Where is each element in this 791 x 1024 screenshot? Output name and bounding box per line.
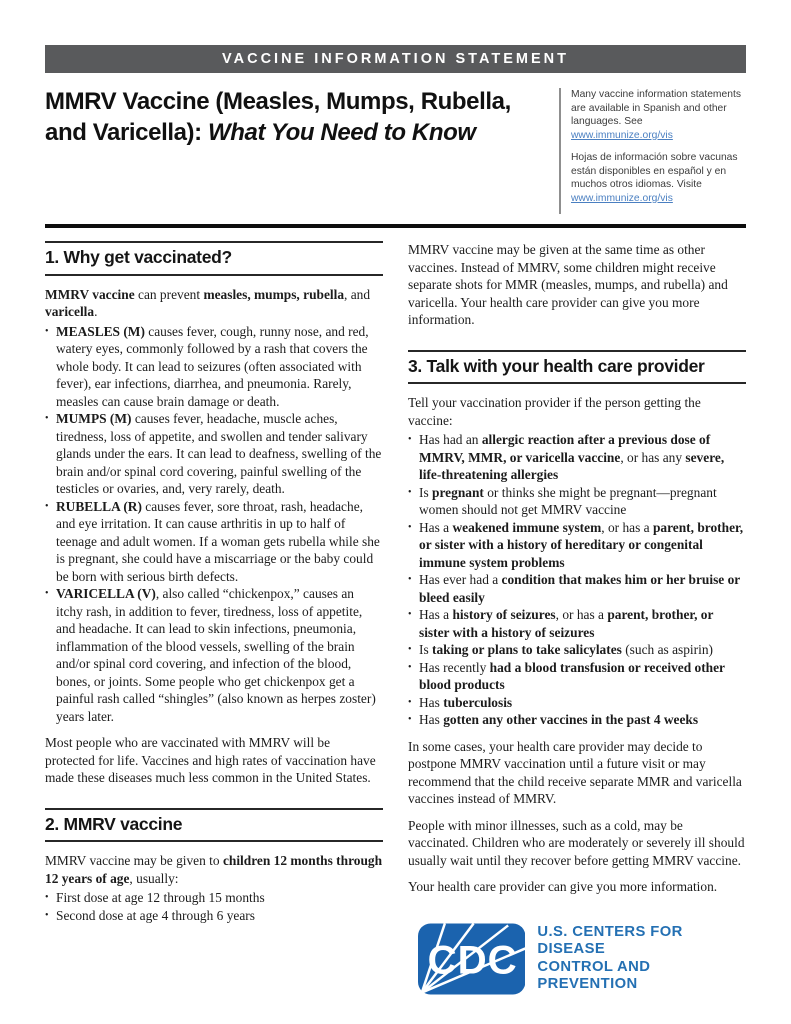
masthead bbox=[45, 86, 746, 214]
provider-intro: Tell your vaccination provider if the person getting the vaccine: bbox=[408, 395, 701, 428]
why-intro: MMRV vaccine can prevent measles, mumps, rubella, and varicella. bbox=[45, 286, 371, 319]
vis-banner bbox=[45, 45, 746, 73]
list-item-salicylates: • Is taking or plans to take salicylates (such as aspirin) bbox=[408, 641, 746, 659]
list-item-pregnant: • Is pregnant or thinks she might be pregnant—pregnant women should not get MMRV vaccine bbox=[408, 484, 746, 519]
list-item-rubella: • RUBELLA (R) causes fever, sore throat, rash, headache, and eye irritation. It can cause arthritis in up to half of teenage and adult women. If a woman gets rubella while she is pregnant, she could have a miscarriage or the baby could be born with serious birth defects. bbox=[45, 498, 383, 586]
same-time-paragraph: MMRV vaccine may be given at the same time as other vaccines. Instead of MMRV, some children might receive separate shots for MMR (measles, mumps, and rubella) and varicella. Your health care provider can give you more information. bbox=[408, 242, 728, 327]
more-info-paragraph: Your health care provider can give you more information. bbox=[408, 879, 718, 894]
dose-list bbox=[45, 889, 383, 924]
right-column bbox=[408, 241, 746, 996]
document-body bbox=[45, 241, 746, 996]
masthead-divider bbox=[45, 224, 746, 228]
section-1-heading bbox=[45, 241, 383, 276]
language-info-box bbox=[559, 88, 746, 214]
list-item-allergic-reaction: • Has had an allergic reaction after a previous dose of MMRV, MMR, or varicella vaccine, or has any severe, life-threatening allergies bbox=[408, 431, 746, 484]
cdc-wordmark-line2: CONTROL AND PREVENTION bbox=[537, 958, 651, 992]
list-item-measles: • MEASLES (M) causes fever, cough, runny nose, and red, watery eyes, commonly followed by a rash that covers the whole body. It can lead to seizures (often associated with fever), ear infections, diarrhea, and pneumonia. Rarely, measles can cause brain damage or death. bbox=[45, 323, 383, 411]
banner-title: VACCINE INFORMATION STATEMENT bbox=[222, 51, 569, 67]
disease-list bbox=[45, 323, 383, 726]
cdc-logo-icon bbox=[418, 922, 525, 996]
provider-condition-list bbox=[408, 431, 746, 729]
info-english bbox=[571, 88, 746, 142]
list-item-varicella: • VARICELLA (V), also called “chickenpox,” causes an itchy rash, in addition to fever, tiredness, loss of appetite, and headache. It can lead to skin infections, pneumonia, inflammation of the blood vessels, swelling of the brain and/or spinal cord covering, and infection of the blood, bones, or joints. Some people who get chickenpox get a painful rash called “shingles” (also known as herpes zoster) years later. bbox=[45, 585, 383, 725]
list-item-other-vaccines: • Has gotten any other vaccines in the past 4 weeks bbox=[408, 711, 746, 729]
list-item-second-dose: • Second dose at age 4 through 6 years bbox=[45, 907, 383, 925]
cdc-logo-block bbox=[418, 922, 746, 996]
section-3-title: 3. Talk with your health care provider bbox=[408, 355, 705, 376]
info-spanish bbox=[571, 151, 746, 205]
section-3-heading bbox=[408, 350, 746, 385]
cdc-wordmark-line1: U.S. CENTERS FOR DISEASE bbox=[537, 923, 683, 957]
immunize-link-spanish[interactable]: www.immunize.org/vis bbox=[571, 192, 673, 204]
info-spanish-text: Hojas de información sobre vacunas están disponibles en español y en muchos otros idiomas. Visite bbox=[571, 152, 738, 190]
section-2-title: 2. MMRV vaccine bbox=[45, 813, 183, 834]
list-item-first-dose: • First dose at age 12 through 15 months bbox=[45, 889, 383, 907]
immunize-link-english[interactable]: www.immunize.org/vis bbox=[571, 129, 673, 141]
list-item-mumps: • MUMPS (M) causes fever, headache, muscle aches, tiredness, loss of appetite, and swollen and tender salivary glands under the ears. It can lead to deafness, swelling of the brain and/or spinal cord covering, painful swelling of the testicles or ovaries, and, very rarely, death. bbox=[45, 410, 383, 498]
mmrv-intro: MMRV vaccine may be given to children 12 months through 12 years of age, usually: bbox=[45, 853, 383, 886]
list-item-weakened-immune: • Has a weakened immune system, or has a parent, brother, or sister with a history of hereditary or congenital immune system problems bbox=[408, 519, 746, 572]
section-1-title: 1. Why get vaccinated? bbox=[45, 247, 232, 267]
list-item-bruise-bleed: • Has ever had a condition that makes him or her bruise or bleed easily bbox=[408, 571, 746, 606]
info-english-text: Many vaccine information statements are available in Spanish and other languages. See bbox=[571, 89, 741, 127]
why-outro: Most people who are vaccinated with MMRV will be protected for life. Vaccines and high rates of vaccination have made these diseases much less common in the United States. bbox=[45, 735, 376, 785]
postpone-paragraph: In some cases, your health care provider may decide to postpone MMRV vaccination until a future visit or may recommend that the child receive separate MMR and varicella vaccines instead of MMRV. bbox=[408, 738, 742, 806]
section-2-heading bbox=[45, 808, 383, 843]
list-item-blood-transfusion: • Has recently had a blood transfusion or received other blood products bbox=[408, 659, 746, 694]
left-column bbox=[45, 241, 383, 996]
list-item-seizures: • Has a history of seizures, or has a parent, brother, or sister with a history of seizures bbox=[408, 606, 746, 641]
cdc-wordmark bbox=[537, 924, 746, 994]
list-item-tuberculosis: • Has tuberculosis bbox=[408, 694, 746, 712]
document-title: MMRV Vaccine (Measles, Mumps, Rubella, and Varicella): What You Need to Know bbox=[45, 88, 511, 147]
minor-illness-paragraph: People with minor illnesses, such as a cold, may be vaccinated. Children who are moderately or severely ill should usually wait until they recover before getting MMRV vaccine. bbox=[408, 817, 745, 868]
cdc-logo-letters: CDC bbox=[427, 936, 518, 982]
